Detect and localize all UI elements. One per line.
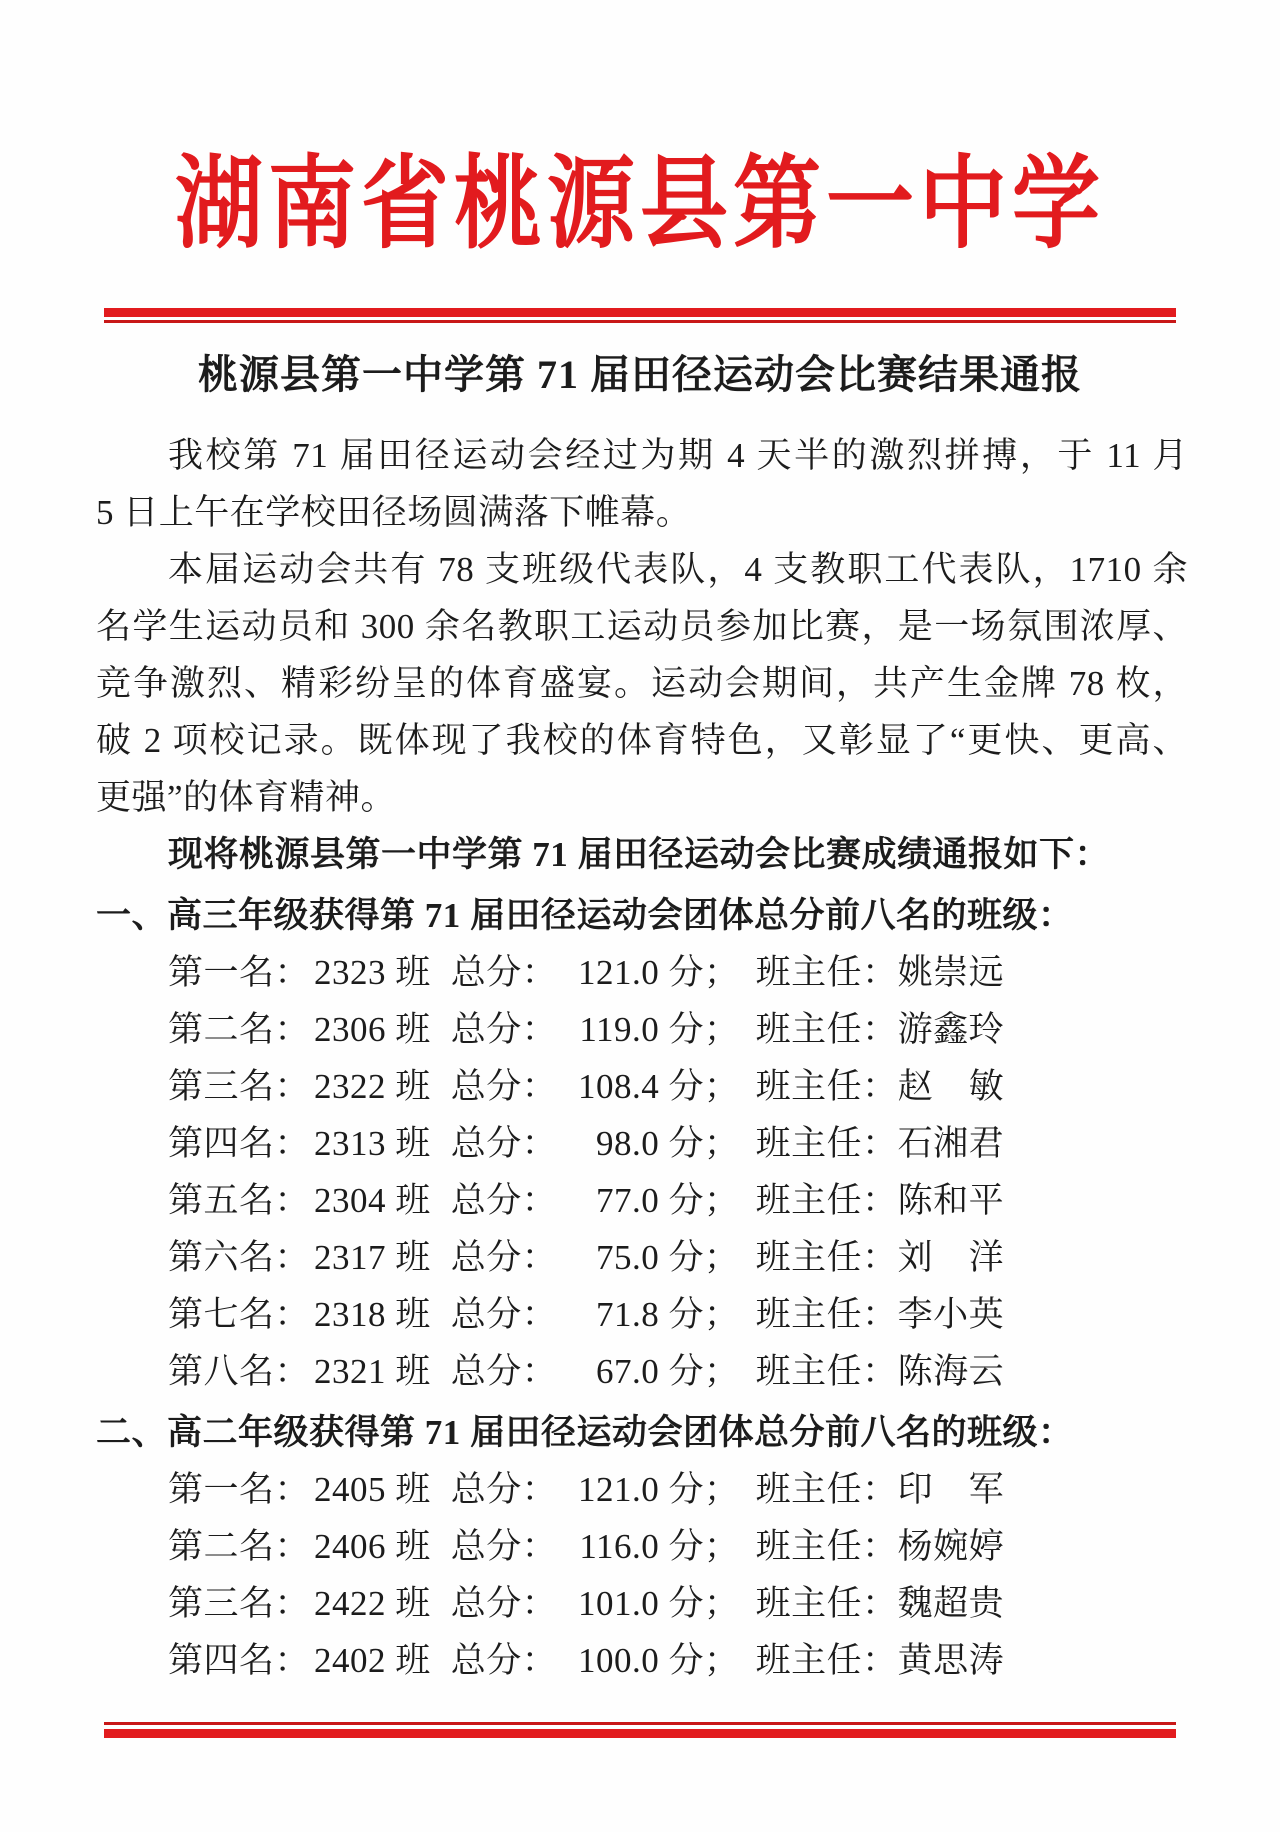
score-label: 总分： bbox=[450, 1294, 558, 1334]
teacher-label: 班主任： bbox=[755, 1237, 898, 1277]
class-number: 2321 班 bbox=[314, 1351, 431, 1391]
rank-label: 第三名： bbox=[168, 1583, 311, 1623]
paragraph-line: 破 2 项校记录。既体现了我校的体育特色，又彰显了“更快、更高、 bbox=[96, 720, 1188, 760]
score-unit: 分； bbox=[659, 1123, 740, 1163]
section-heading: 一、高三年级获得第 71 届田径运动会团体总分前八名的班级： bbox=[96, 895, 1074, 935]
teacher-label: 班主任： bbox=[755, 1640, 898, 1680]
score-value: 121.0 bbox=[578, 952, 660, 992]
score-label: 总分： bbox=[450, 1351, 558, 1391]
paragraph-line: 本届运动会共有 78 支班级代表队，4 支教职工代表队，1710 余 bbox=[168, 549, 1188, 589]
rank-label: 第三名： bbox=[168, 1066, 311, 1106]
rank-label: 第一名： bbox=[168, 1469, 311, 1509]
rank-label: 第六名： bbox=[168, 1237, 311, 1277]
ranking-row bbox=[96, 1286, 1188, 1343]
score-value: 121.0 bbox=[578, 1469, 660, 1509]
rank-label: 第八名： bbox=[168, 1351, 311, 1391]
teacher-label: 班主任： bbox=[755, 1583, 898, 1623]
teacher-name: 姚崇远 bbox=[897, 952, 1005, 992]
ranking-row bbox=[96, 1575, 1188, 1632]
document-title: 桃源县第一中学第 71 届田径运动会比赛结果通报 bbox=[198, 351, 1082, 397]
score-value: 116.0 bbox=[579, 1526, 660, 1566]
teacher-name: 魏超贵 bbox=[897, 1583, 1005, 1623]
rank-label: 第四名： bbox=[168, 1640, 311, 1680]
school-name-header: 湖南省桃源县第一中学 bbox=[174, 150, 1105, 262]
paragraph-line: 我校第 71 届田径运动会经过为期 4 天半的激烈拼搏，于 11 月 bbox=[168, 435, 1188, 475]
ranking-row bbox=[96, 1518, 1188, 1575]
score-unit: 分； bbox=[659, 1009, 740, 1049]
rank-label: 第二名： bbox=[168, 1009, 311, 1049]
teacher-label: 班主任： bbox=[755, 1351, 898, 1391]
score-value: 119.0 bbox=[579, 1009, 660, 1049]
class-number: 2323 班 bbox=[314, 952, 431, 992]
score-value: 75.0 bbox=[596, 1237, 660, 1277]
teacher-name: 黄思涛 bbox=[897, 1640, 1005, 1680]
teacher-name: 陈和平 bbox=[897, 1180, 1005, 1220]
teacher-name: 陈海云 bbox=[897, 1351, 1005, 1391]
class-number: 2406 班 bbox=[314, 1526, 431, 1566]
score-value: 67.0 bbox=[596, 1351, 660, 1391]
score-label: 总分： bbox=[450, 952, 558, 992]
teacher-name: 赵 敏 bbox=[897, 1066, 1005, 1106]
teacher-label: 班主任： bbox=[755, 1526, 898, 1566]
teacher-label: 班主任： bbox=[755, 1294, 898, 1334]
score-label: 总分： bbox=[450, 1469, 558, 1509]
ranking-row bbox=[96, 1343, 1188, 1400]
score-unit: 分； bbox=[659, 1640, 740, 1680]
score-value: 108.4 bbox=[578, 1066, 660, 1106]
score-value: 77.0 bbox=[596, 1180, 660, 1220]
header-divider-thin-line bbox=[104, 320, 1176, 323]
ranking-row bbox=[96, 1172, 1188, 1229]
score-label: 总分： bbox=[450, 1180, 558, 1220]
rank-label: 第四名： bbox=[168, 1123, 311, 1163]
score-unit: 分； bbox=[659, 952, 740, 992]
class-number: 2402 班 bbox=[314, 1640, 431, 1680]
ranking-row bbox=[96, 1058, 1188, 1115]
class-number: 2422 班 bbox=[314, 1583, 431, 1623]
score-value: 100.0 bbox=[578, 1640, 660, 1680]
header-divider bbox=[104, 308, 1176, 323]
class-number: 2317 班 bbox=[314, 1237, 431, 1277]
class-number: 2306 班 bbox=[314, 1009, 431, 1049]
class-number: 2304 班 bbox=[314, 1180, 431, 1220]
body-paragraph bbox=[96, 826, 1188, 883]
teacher-label: 班主任： bbox=[755, 1469, 898, 1509]
teacher-name: 李小英 bbox=[897, 1294, 1005, 1334]
teacher-name: 石湘君 bbox=[897, 1123, 1005, 1163]
teacher-name: 印 军 bbox=[897, 1469, 1005, 1509]
score-unit: 分； bbox=[659, 1066, 740, 1106]
score-label: 总分： bbox=[450, 1009, 558, 1049]
score-value: 98.0 bbox=[596, 1123, 660, 1163]
ranking-row bbox=[96, 944, 1188, 1001]
paragraph-line: 现将桃源县第一中学第 71 届田径运动会比赛成绩通报如下： bbox=[168, 834, 1111, 874]
paragraph-line: 竞争激烈、精彩纷呈的体育盛宴。运动会期间，共产生金牌 78 枚， bbox=[96, 663, 1188, 703]
teacher-label: 班主任： bbox=[755, 1009, 898, 1049]
rank-label: 第七名： bbox=[168, 1294, 311, 1334]
score-unit: 分； bbox=[659, 1469, 740, 1509]
score-value: 101.0 bbox=[578, 1583, 660, 1623]
class-number: 2318 班 bbox=[314, 1294, 431, 1334]
ranking-row bbox=[96, 1115, 1188, 1172]
score-unit: 分； bbox=[659, 1583, 740, 1623]
teacher-label: 班主任： bbox=[755, 1180, 898, 1220]
ranking-row bbox=[96, 1229, 1188, 1286]
section-heading: 二、高二年级获得第 71 届田径运动会团体总分前八名的班级： bbox=[96, 1412, 1074, 1452]
footer-divider-thin-line bbox=[104, 1722, 1176, 1725]
score-label: 总分： bbox=[450, 1237, 558, 1277]
teacher-label: 班主任： bbox=[755, 952, 898, 992]
paragraph-line: 更强”的体育精神。 bbox=[96, 777, 397, 817]
paragraph-line: 名学生运动员和 300 余名教职工运动员参加比赛，是一场氛围浓厚、 bbox=[96, 606, 1188, 646]
rank-label: 第五名： bbox=[168, 1180, 311, 1220]
teacher-name: 游鑫玲 bbox=[897, 1009, 1005, 1049]
footer-divider bbox=[104, 1722, 1176, 1738]
score-label: 总分： bbox=[450, 1583, 558, 1623]
score-unit: 分； bbox=[659, 1180, 740, 1220]
paragraph-line: 5 日上午在学校田径场圆满落下帷幕。 bbox=[96, 492, 692, 532]
teacher-name: 杨婉婷 bbox=[897, 1526, 1005, 1566]
header-divider-thick-line bbox=[104, 308, 1176, 317]
score-value: 71.8 bbox=[596, 1294, 660, 1334]
score-label: 总分： bbox=[450, 1066, 558, 1106]
score-label: 总分： bbox=[450, 1123, 558, 1163]
class-number: 2313 班 bbox=[314, 1123, 431, 1163]
teacher-label: 班主任： bbox=[755, 1123, 898, 1163]
score-unit: 分； bbox=[659, 1294, 740, 1334]
score-label: 总分： bbox=[450, 1640, 558, 1680]
ranking-row bbox=[96, 1632, 1188, 1689]
score-unit: 分； bbox=[659, 1526, 740, 1566]
score-label: 总分： bbox=[450, 1526, 558, 1566]
class-number: 2405 班 bbox=[314, 1469, 431, 1509]
document-body bbox=[96, 427, 1188, 1689]
ranking-row bbox=[96, 1461, 1188, 1518]
ranking-row bbox=[96, 1001, 1188, 1058]
teacher-label: 班主任： bbox=[755, 1066, 898, 1106]
body-paragraph bbox=[96, 427, 1188, 541]
body-paragraph bbox=[96, 541, 1188, 826]
score-unit: 分； bbox=[659, 1351, 740, 1391]
score-unit: 分； bbox=[659, 1237, 740, 1277]
teacher-name: 刘 洋 bbox=[897, 1237, 1005, 1277]
rank-label: 第二名： bbox=[168, 1526, 311, 1566]
footer-divider-thick-line bbox=[104, 1729, 1176, 1738]
class-number: 2322 班 bbox=[314, 1066, 431, 1106]
rank-label: 第一名： bbox=[168, 952, 311, 992]
